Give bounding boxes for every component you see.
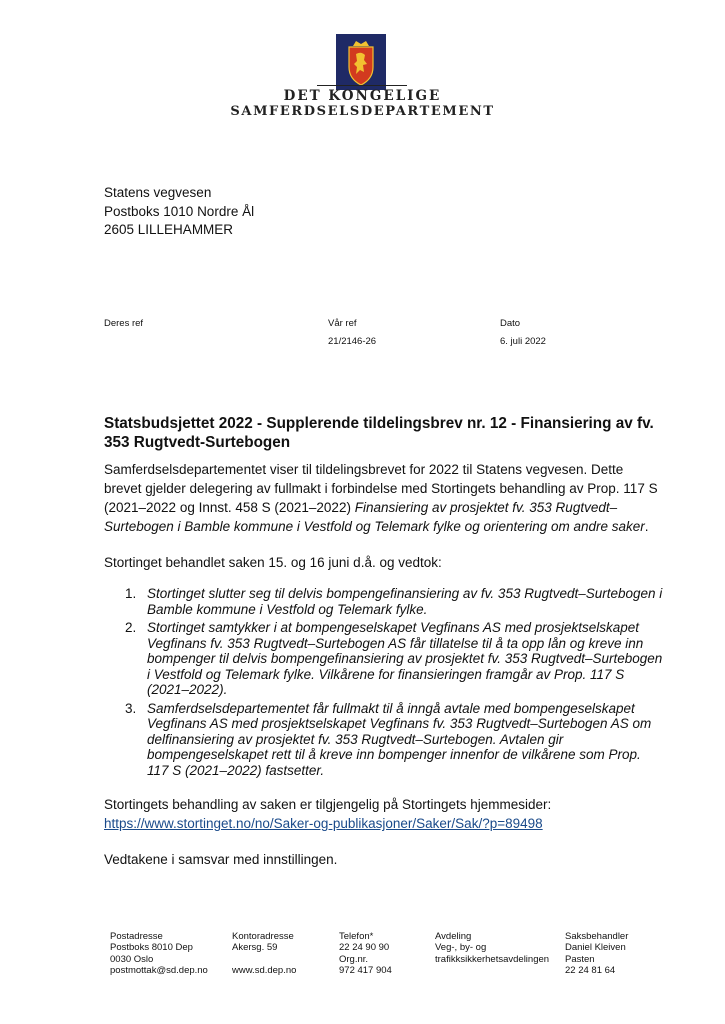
footer-text: 22 24 90 90	[339, 942, 390, 954]
footer-text: Telefon*	[339, 931, 374, 942]
intro-italic-title: Finansiering av prosjektet fv. 353 Rugtvedt–Surtebogen i Bamble kommune i Vestfold og Telemark fylke og orientering om andre saker	[104, 500, 645, 534]
list-item	[104, 620, 664, 698]
ref-dato-label: Dato	[500, 318, 521, 329]
availability-text: Stortingets behandling av saken er tilgjengelig på Stortingets hjemmesider:	[104, 797, 552, 812]
stortinget-link[interactable]: https://www.stortinget.no/no/Saker-og-publikasjoner/Saker/Sak/?p=89498	[104, 816, 543, 831]
footer-text: Avdeling	[435, 931, 472, 942]
footer-case-handler	[565, 931, 628, 976]
logo-rule	[317, 85, 407, 86]
footer-text: 22 24 81 64	[565, 964, 616, 976]
coat-of-arms-logo	[336, 34, 386, 90]
footer-text: Saksbehandler	[565, 931, 629, 942]
ref-deres	[104, 318, 143, 330]
link-paragraph	[104, 814, 664, 833]
footer-text: Daniel Kleiven	[565, 942, 626, 954]
recipient-postal: 2605 LILLEHAMMER	[104, 222, 234, 237]
footer-text: Veg-, by- og	[435, 942, 487, 954]
letter-title: Statsbudsjettet 2022 - Supplerende tildelingsbrev nr. 12 - Finansiering av fv. 353 Rugtvedt-Surtebogen	[104, 415, 654, 451]
footer-postal	[110, 931, 208, 976]
intro-end: .	[644, 519, 649, 534]
footer-email: postmottak@sd.dep.no	[110, 964, 208, 976]
footer-text: Org.nr.	[339, 953, 369, 965]
list-item-number: 1.	[125, 586, 137, 601]
footer-text: Pasten	[565, 953, 595, 965]
list-item-number: 3.	[125, 700, 137, 716]
footer-phone	[339, 931, 392, 976]
footer-text: Postboks 8010 Dep	[110, 942, 193, 954]
footer-text: Kontoradresse	[232, 931, 294, 942]
lion-crest-icon	[336, 34, 386, 90]
decision-list	[104, 586, 664, 781]
decision-intro: Stortinget behandlet saken 15. og 16 juni d.å. og vedtok:	[104, 555, 442, 570]
list-item-text: Samferdselsdepartementet får fullmakt til å inngå avtale med bompengeselskapet Vegfinans AS med prosjektselskapet Vegfinans fv. 353 Rugtvedt–Surtebogen AS om delfinansiering av prosjektet fv. 353 Rugtvedt–Surtebogen. Avtalen gir bompengeselskapet rett til å kreve inn bompenger innenfor de vilkårene som Prop. 117 S (2021–2022) fastsetter.	[147, 700, 652, 778]
logo-line-1: DET KONGELIGE	[283, 88, 442, 104]
footer-text: 0030 Oslo	[110, 953, 154, 965]
footer-web: www.sd.dep.no	[232, 964, 297, 976]
footer-office	[232, 931, 296, 976]
ref-var-value: 21/2146-26	[328, 336, 377, 347]
list-item-number: 2.	[125, 620, 137, 635]
list-item	[104, 586, 664, 617]
ref-var	[328, 318, 376, 348]
ref-var-label: Vår ref	[328, 318, 357, 329]
recipient-address	[104, 184, 254, 240]
intro-paragraph	[104, 460, 664, 536]
logo-line-2: SAMFERDSELSDEPARTEMENT	[230, 104, 495, 119]
intro-text: Samferdselsdepartementet viser til tildelingsbrevet for 2022 til Statens vegvesen. Dette brevet gjelder delegering av fullmakt i forbindelse med Stortingets behandling av Prop. 117 S (2021–2022 og Innst. 458 S (2021–2022)	[104, 462, 658, 515]
list-item-text: Stortinget slutter seg til delvis bompengefinansiering av fv. 353 Rugtvedt–Surtebogen i Bamble kommune i Vestfold og Telemark fylke.	[147, 586, 663, 617]
ref-dato	[500, 318, 546, 348]
footer-text: trafikksikkerhetsavdelingen	[435, 953, 550, 965]
footer-text: Akersg. 59	[232, 942, 278, 954]
footer-text: Postadresse	[110, 931, 163, 942]
footer-text	[232, 954, 296, 965]
footer-text: 972 417 904	[339, 964, 392, 976]
closing-text: Vedtakene i samsvar med innstillingen.	[104, 852, 338, 867]
footer-department	[435, 931, 549, 965]
ref-dato-value: 6. juli 2022	[500, 336, 546, 347]
recipient-name: Statens vegvesen	[104, 185, 212, 200]
ref-deres-label: Deres ref	[104, 318, 144, 329]
list-item	[104, 701, 664, 779]
list-item-text: Stortinget samtykker i at bompengeselskapet Vegfinans AS med prosjektselskapet Vegfinans fv. 353 Rugtvedt–Surtebogen AS får tillatelse til å ta opp lån og kreve inn bompenger til delvis bompengefinansiering av prosjektet fv. 353 Rugtvedt–Surtebogen i Vestfold og Telemark fylke. Vilkårene for finansieringen framgår av Prop. 117 S (2021–2022).	[147, 620, 663, 697]
recipient-street: Postboks 1010 Nordre Ål	[104, 203, 255, 219]
